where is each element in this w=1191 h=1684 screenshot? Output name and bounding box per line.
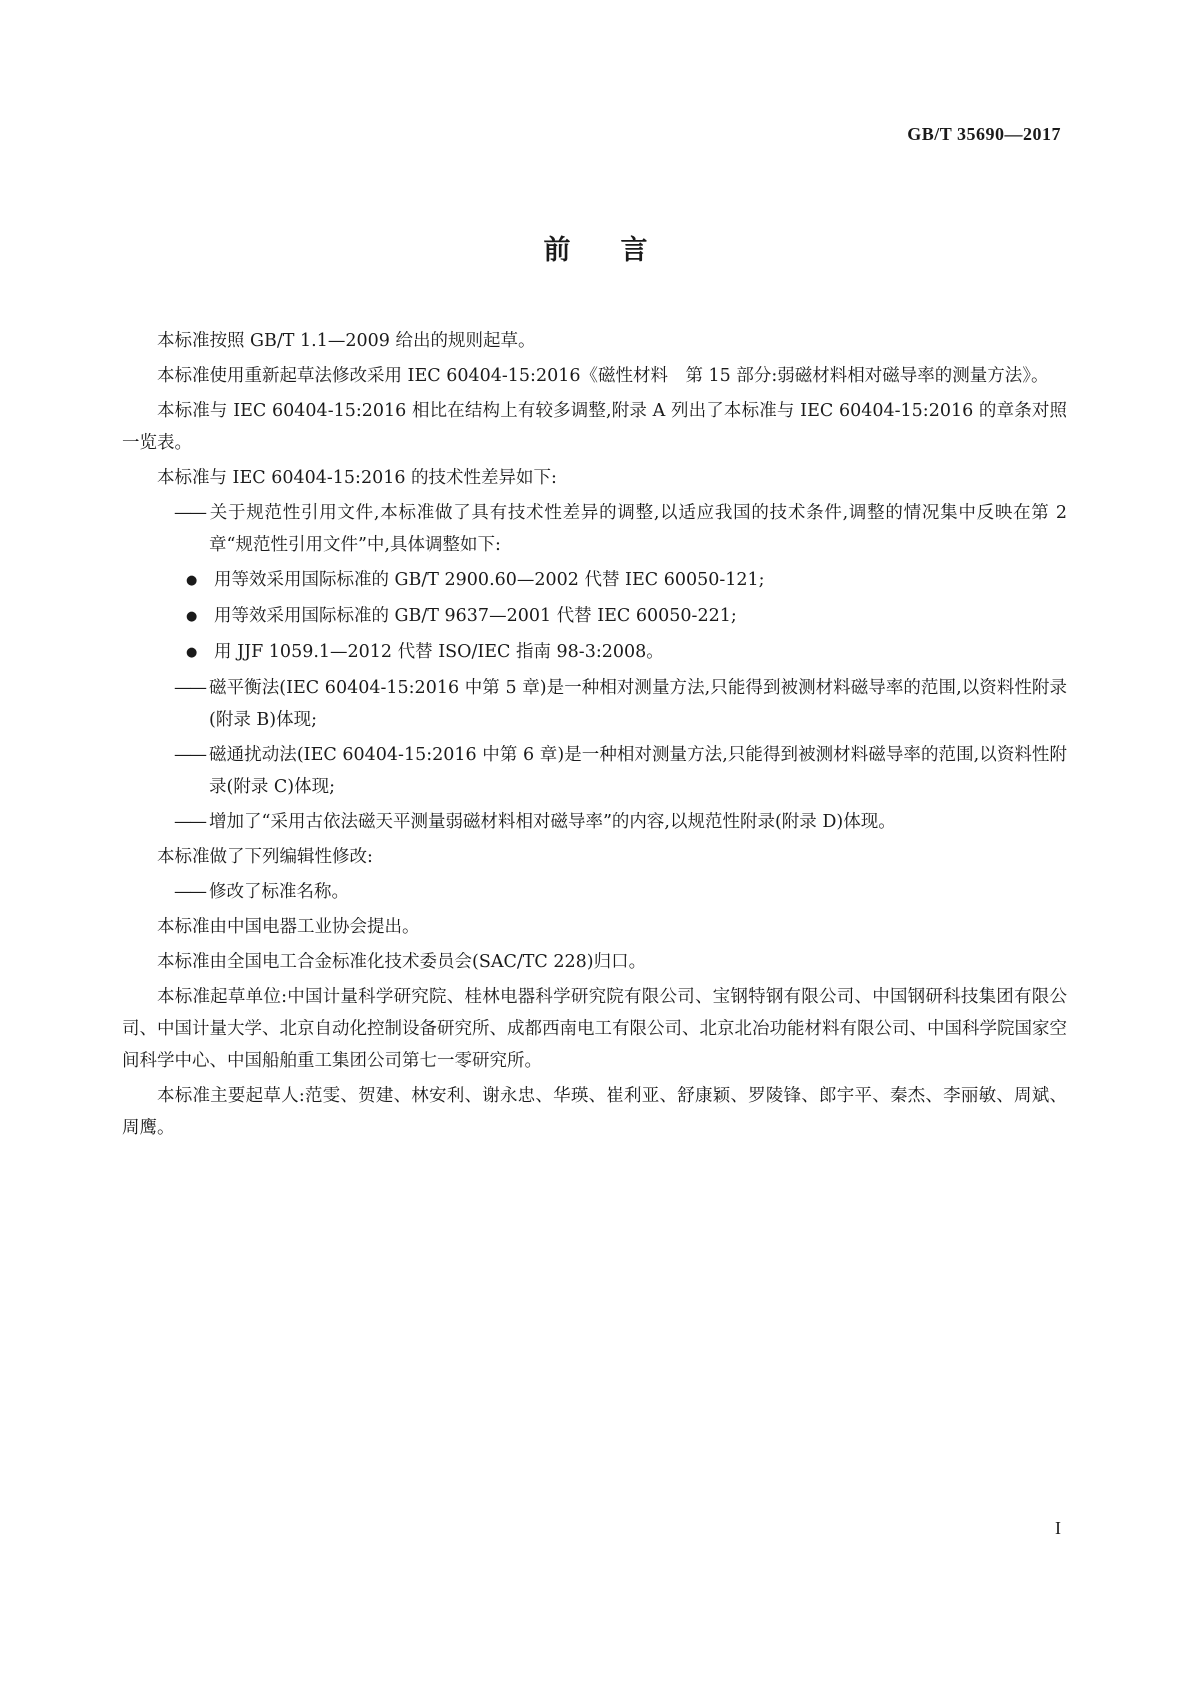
page-title: 前言 <box>543 235 698 266</box>
paragraph-drafters: 本标准主要起草人:范雯、贺建、林安利、谢永忠、华瑛、崔利亚、舒康颖、罗陵锋、郎宇平、秦杰、李丽敏、周斌、周鹰。 <box>122 1086 1067 1138</box>
page-number: I <box>1055 1518 1061 1538</box>
paragraph-differences-intro: 本标准与 IEC 60404-15:2016 的技术性差异如下: <box>157 468 557 488</box>
list-item <box>122 672 1067 736</box>
paragraph-structure: 本标准与 IEC 60404-15:2016 相比在结构上有较多调整,附录 A 列出了本标准与 IEC 60404-15:2016 的章条对照一览表。 <box>122 401 1067 453</box>
list-item-text: 关于规范性引用文件,本标准做了具有技术性差异的调整,以适应我国的技术条件,调整的情况集中反映在第 2 章“规范性引用文件”中,具体调整如下: <box>209 503 1067 555</box>
paragraph-drafting-units: 本标准起草单位:中国计量科学研究院、桂林电器科学研究院有限公司、宝钢特钢有限公司、中国钢研科技集团有限公司、中国计量大学、北京自动化控制设备研究所、成都西南电工有限公司、北京北冶功能材料有限公司、中国科学院国家空间科学中心、中国船舶重工集团公司第七一零研究所。 <box>122 987 1067 1071</box>
bullet-icon: ● <box>186 645 198 660</box>
list-item <box>122 497 1067 561</box>
paragraph-proposer: 本标准由中国电器工业协会提出。 <box>157 917 420 937</box>
standard-code: GB/T 35690—2017 <box>907 124 1061 144</box>
list-item <box>122 806 1067 838</box>
list-item <box>122 600 1067 633</box>
list-item-text: 修改了标准名称。 <box>209 882 349 902</box>
list-item-text: 用等效采用国际标准的 GB/T 9637—2001 代替 IEC 60050-221; <box>214 606 737 626</box>
list-item-text: 磁通扰动法(IEC 60404-15:2016 中第 6 章)是一种相对测量方法,只能得到被测材料磁导率的范围,以资料性附录(附录 C)体现; <box>209 745 1067 797</box>
paragraph-committee: 本标准由全国电工合金标准化技术委员会(SAC/TC 228)归口。 <box>157 952 647 972</box>
bullet-icon: ● <box>186 609 198 624</box>
dash-marker: —— <box>174 503 205 523</box>
document-body <box>122 325 1067 1147</box>
list-item <box>122 876 1067 908</box>
paragraph-editorial-intro: 本标准做了下列编辑性修改: <box>157 847 373 867</box>
dash-marker: —— <box>174 812 205 832</box>
dash-marker: —— <box>174 745 205 765</box>
dash-marker: —— <box>174 678 205 698</box>
list-item-text: 增加了“采用古依法磁天平测量弱磁材料相对磁导率”的内容,以规范性附录(附录 D)体现。 <box>209 812 896 832</box>
list-item-text: 用等效采用国际标准的 GB/T 2900.60—2002 代替 IEC 60050-121; <box>214 570 765 590</box>
list-item-text: 磁平衡法(IEC 60404-15:2016 中第 5 章)是一种相对测量方法,只能得到被测材料磁导率的范围,以资料性附录(附录 B)体现; <box>209 678 1067 730</box>
bullet-icon: ● <box>186 573 198 588</box>
dash-marker: —— <box>174 882 205 902</box>
paragraph-drafting-rules: 本标准按照 GB/T 1.1—2009 给出的规则起草。 <box>157 331 536 351</box>
paragraph-adoption: 本标准使用重新起草法修改采用 IEC 60404-15:2016《磁性材料 第 15 部分:弱磁材料相对磁导率的测量方法》。 <box>157 366 1049 386</box>
list-item <box>122 739 1067 803</box>
list-item <box>122 636 1067 669</box>
list-item <box>122 564 1067 597</box>
list-item-text: 用 JJF 1059.1—2012 代替 ISO/IEC 指南 98-3:2008。 <box>214 642 664 662</box>
